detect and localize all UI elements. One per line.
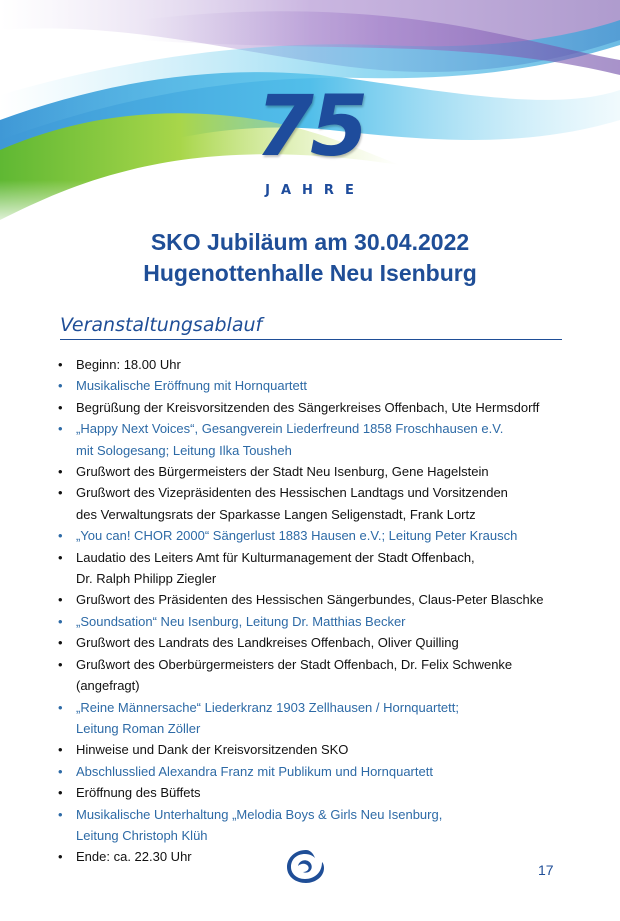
program-item-text: Begrüßung der Kreisvorsitzenden des Sängerkreises Offenbach, Ute Hermsdorff xyxy=(76,399,540,415)
program-item xyxy=(58,632,578,653)
bullet-icon: • xyxy=(58,421,63,437)
program-item xyxy=(58,397,578,418)
bullet-icon: • xyxy=(58,528,63,544)
bullet-icon: • xyxy=(58,763,63,779)
bullet-icon: • xyxy=(58,785,63,801)
page-number: 17 xyxy=(538,862,554,878)
program-item xyxy=(58,354,578,375)
program-item xyxy=(58,375,578,396)
program-item xyxy=(58,418,578,439)
bullet-icon: • xyxy=(58,549,63,565)
event-title: SKO Jubiläum am 30.04.2022 xyxy=(150,229,470,255)
anniversary-number: 75 xyxy=(255,77,365,175)
program-item-text: „Reine Männersache“ Liederkranz 1903 Zellhausen / Hornquartett; xyxy=(76,699,459,715)
program-item-continuation xyxy=(58,718,578,739)
bullet-icon: • xyxy=(58,378,63,394)
bullet-icon: • xyxy=(58,742,63,758)
bullet-icon: • xyxy=(58,849,63,865)
program-item-text: Hinweise und Dank der Kreisvorsitzenden SKO xyxy=(76,742,349,758)
program-item xyxy=(58,697,578,718)
event-venue: Hugenottenhalle Neu Isenburg xyxy=(143,260,477,286)
program-item-text: Grußwort des Bürgermeisters der Stadt Neu Isenburg, Gene Hagelstein xyxy=(76,464,489,480)
anniversary-word: JAHRE xyxy=(265,183,365,198)
bullet-icon: • xyxy=(58,485,63,501)
program-item-text: mit Sologesang; Leitung Ilka Tousheh xyxy=(76,442,292,458)
program-item-text: Grußwort des Oberbürgermeisters der Stadt Offenbach, Dr. Felix Schwenke xyxy=(76,656,513,672)
program-item-text: Musikalische Eröffnung mit Hornquartett xyxy=(76,378,307,394)
program-item-continuation xyxy=(58,825,578,846)
bullet-icon: • xyxy=(58,357,63,372)
bullet-icon: • xyxy=(58,656,63,672)
program-item-text: Laudatio des Leiters Amt für Kulturmanagement der Stadt Offenbach, xyxy=(76,549,475,565)
program-item-text: Grußwort des Präsidenten des Hessischen Sängerbundes, Claus-Peter Blaschke xyxy=(76,592,544,608)
program-item-text: „Happy Next Voices“, Gesangverein Liederfreund 1858 Froschhausen e.V. xyxy=(76,421,504,437)
bullet-icon: • xyxy=(58,592,63,608)
program-item xyxy=(58,611,578,632)
program-item-continuation xyxy=(58,440,578,461)
bullet-icon: • xyxy=(58,399,63,415)
program-item xyxy=(58,482,578,503)
program-item-text: Musikalische Unterhaltung „Melodia Boys & Girls Neu Isenburg, xyxy=(76,806,443,822)
program-item-continuation xyxy=(58,675,578,696)
program-item xyxy=(58,654,578,675)
bullet-icon: • xyxy=(58,806,63,822)
program-item-text: des Verwaltungsrats der Sparkasse Langen Seligenstadt, Frank Lortz xyxy=(76,506,476,522)
program-item-text: Grußwort des Vizepräsidenten des Hessischen Landtags und Vorsitzenden xyxy=(76,485,508,501)
program-item xyxy=(58,761,578,782)
program-item xyxy=(58,589,578,610)
program-item xyxy=(58,739,578,760)
program-item xyxy=(58,461,578,482)
program-item-text: Grußwort des Landrats des Landkreises Offenbach, Oliver Quilling xyxy=(76,635,459,651)
program-item-text: Eröffnung des Büffets xyxy=(76,785,201,801)
swirl-logo-icon xyxy=(284,846,328,886)
program-item-text: Leitung Roman Zöller xyxy=(76,720,201,736)
program-item-continuation xyxy=(58,504,578,525)
program-item-text: (angefragt) xyxy=(76,678,140,694)
section-divider xyxy=(60,339,562,340)
program-item xyxy=(58,782,578,803)
program-item-text: Ende: ca. 22.30 Uhr xyxy=(76,849,192,865)
program-item-text: Abschlusslied Alexandra Franz mit Publikum und Hornquartett xyxy=(76,763,433,779)
program-item xyxy=(58,525,578,546)
program-item-text: Leitung Christoph Klüh xyxy=(76,827,208,843)
bullet-icon: • xyxy=(58,613,63,629)
program-item-text: Beginn: 18.00 Uhr xyxy=(76,357,181,372)
program-list xyxy=(58,354,578,868)
section-heading: Veranstaltungsablauf xyxy=(60,314,263,336)
bullet-icon: • xyxy=(58,699,63,715)
program-item xyxy=(58,804,578,825)
program-item-continuation xyxy=(58,568,578,589)
bullet-icon: • xyxy=(58,464,63,480)
program-item-text: „You can! CHOR 2000“ Sängerlust 1883 Hausen e.V.; Leitung Peter Krausch xyxy=(76,528,518,544)
program-item-text: „Soundsation“ Neu Isenburg, Leitung Dr. Matthias Becker xyxy=(76,613,406,629)
bullet-icon: • xyxy=(58,635,63,651)
program-item xyxy=(58,547,578,568)
program-item-text: Dr. Ralph Philipp Ziegler xyxy=(76,571,217,587)
